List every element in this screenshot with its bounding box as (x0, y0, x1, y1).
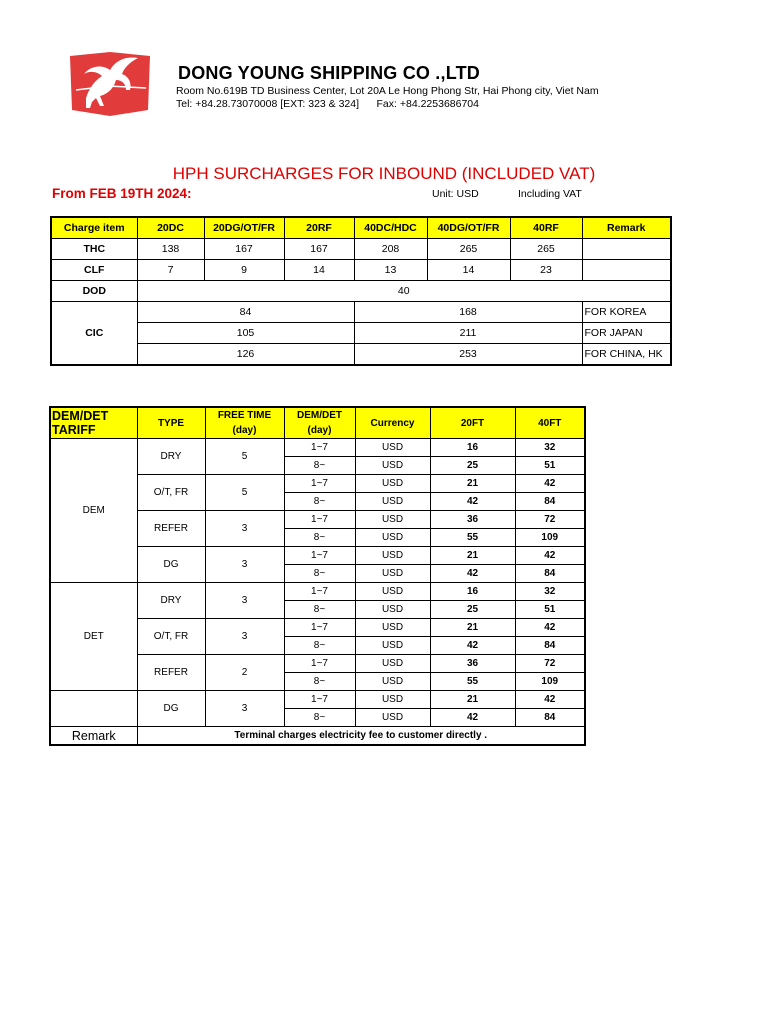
range-cell: 1~7 (284, 511, 355, 529)
group-cell (50, 691, 137, 727)
currency-cell: USD (355, 601, 430, 619)
range-cell: 8~ (284, 493, 355, 511)
currency-cell: USD (355, 511, 430, 529)
currency-cell: USD (355, 475, 430, 493)
rate-20ft-cell: 36 (430, 655, 515, 673)
type-cell: DRY (137, 439, 205, 475)
remark-text: Terminal charges electricity fee to customer directly . (137, 727, 585, 746)
currency-cell: USD (355, 709, 430, 727)
charge-item-clf: CLF (51, 260, 137, 281)
table-cell: 211 (354, 323, 582, 344)
table-cell: 7 (137, 260, 204, 281)
header-cell: 40DG/OT/FR (427, 217, 510, 239)
type-cell: DG (137, 547, 205, 583)
free-time-cell: 3 (205, 691, 284, 727)
currency-cell: USD (355, 565, 430, 583)
table-cell: 13 (354, 260, 427, 281)
header-cell: FREE TIME (day) (205, 407, 284, 439)
header-cell: 20RF (284, 217, 354, 239)
range-cell: 1~7 (284, 547, 355, 565)
document-title: HPH SURCHARGES FOR INBOUND (INCLUDED VAT) (172, 164, 596, 183)
tariff-table (49, 406, 586, 746)
rate-20ft-cell: 16 (430, 583, 515, 601)
rate-20ft-cell: 42 (430, 709, 515, 727)
currency-cell: USD (355, 457, 430, 475)
rate-20ft-cell: 21 (430, 619, 515, 637)
header-cell: Remark (582, 217, 671, 239)
table-cell: 40 (137, 281, 671, 302)
rate-20ft-cell: 16 (430, 439, 515, 457)
free-time-cell: 5 (205, 475, 284, 511)
header-cell: DEM/DET TARIFF (50, 407, 137, 439)
rate-20ft-cell: 21 (430, 691, 515, 709)
type-cell: O/T, FR (137, 475, 205, 511)
free-time-cell: 3 (205, 583, 284, 619)
range-cell: 8~ (284, 565, 355, 583)
rate-40ft-cell: 84 (515, 637, 585, 655)
rate-40ft-cell: 51 (515, 457, 585, 475)
rate-40ft-cell: 72 (515, 655, 585, 673)
header-cell: 20DC (137, 217, 204, 239)
type-cell: DRY (137, 583, 205, 619)
rate-20ft-cell: 25 (430, 601, 515, 619)
remark-cell: FOR KOREA (582, 302, 671, 323)
currency-cell: USD (355, 547, 430, 565)
group-cell: DET (50, 583, 137, 691)
currency-cell: USD (355, 529, 430, 547)
currency-cell: USD (355, 583, 430, 601)
rate-40ft-cell: 42 (515, 619, 585, 637)
table-cell: 167 (204, 239, 284, 260)
table-cell (582, 239, 671, 260)
rate-40ft-cell: 109 (515, 529, 585, 547)
range-cell: 8~ (284, 601, 355, 619)
company-address: Room No.619B TD Business Center, Lot 20A Le Hong Phong Str, Hai Phong city, Viet Nam (176, 85, 599, 97)
range-cell: 8~ (284, 673, 355, 691)
remark-cell: FOR JAPAN (582, 323, 671, 344)
table-cell: 23 (510, 260, 582, 281)
header-cell: 40DC/HDC (354, 217, 427, 239)
tariff-remark-row (50, 727, 585, 746)
table-cell (582, 260, 671, 281)
free-time-cell: 3 (205, 619, 284, 655)
cic-row (51, 302, 671, 323)
rate-40ft-cell: 42 (515, 475, 585, 493)
table-cell: 265 (510, 239, 582, 260)
table-cell: 208 (354, 239, 427, 260)
effective-date: From FEB 19TH 2024: (52, 186, 192, 201)
range-cell: 8~ (284, 457, 355, 475)
rate-20ft-cell: 42 (430, 637, 515, 655)
table-row (50, 583, 585, 601)
type-cell: O/T, FR (137, 619, 205, 655)
rate-40ft-cell: 84 (515, 565, 585, 583)
range-cell: 1~7 (284, 583, 355, 601)
rate-40ft-cell: 84 (515, 493, 585, 511)
rate-40ft-cell: 51 (515, 601, 585, 619)
rate-20ft-cell: 25 (430, 457, 515, 475)
group-cell: DEM (50, 439, 137, 583)
free-time-cell: 5 (205, 439, 284, 475)
table-cell: 167 (284, 239, 354, 260)
table-cell: 105 (137, 323, 354, 344)
surcharge-header-row (51, 217, 671, 239)
rate-40ft-cell: 42 (515, 547, 585, 565)
table-cell: 265 (427, 239, 510, 260)
header-cell: 40FT (515, 407, 585, 439)
table-cell: 138 (137, 239, 204, 260)
company-name: DONG YOUNG SHIPPING CO .,LTD (178, 63, 480, 83)
table-cell: 14 (427, 260, 510, 281)
table-cell: 9 (204, 260, 284, 281)
range-cell: 8~ (284, 709, 355, 727)
table-cell: 84 (137, 302, 354, 323)
cic-row (51, 344, 671, 366)
type-cell: REFER (137, 655, 205, 691)
range-cell: 1~7 (284, 619, 355, 637)
rate-20ft-cell: 55 (430, 673, 515, 691)
currency-cell: USD (355, 673, 430, 691)
currency-cell: USD (355, 637, 430, 655)
rate-20ft-cell: 21 (430, 547, 515, 565)
range-cell: 1~7 (284, 655, 355, 673)
rate-20ft-cell: 36 (430, 511, 515, 529)
range-cell: 8~ (284, 637, 355, 655)
thc-row (51, 239, 671, 260)
pegasus-logo-icon (68, 50, 152, 120)
free-time-cell: 3 (205, 511, 284, 547)
header-cell: Charge item (51, 217, 137, 239)
currency-cell: USD (355, 655, 430, 673)
charge-item-cic: CIC (51, 302, 137, 366)
remark-label: Remark (50, 727, 137, 746)
type-cell: DG (137, 691, 205, 727)
unit-label: Unit: USD (432, 188, 479, 200)
header-cell: Currency (355, 407, 430, 439)
rate-40ft-cell: 42 (515, 691, 585, 709)
rate-20ft-cell: 55 (430, 529, 515, 547)
table-cell: 14 (284, 260, 354, 281)
currency-cell: USD (355, 493, 430, 511)
clf-row (51, 260, 671, 281)
cic-row (51, 323, 671, 344)
rate-20ft-cell: 21 (430, 475, 515, 493)
rate-20ft-cell: 42 (430, 493, 515, 511)
remark-cell: FOR CHINA, HK (582, 344, 671, 366)
range-cell: 8~ (284, 529, 355, 547)
free-time-cell: 2 (205, 655, 284, 691)
header-cell: TYPE (137, 407, 205, 439)
rate-20ft-cell: 42 (430, 565, 515, 583)
type-cell: REFER (137, 511, 205, 547)
rate-40ft-cell: 32 (515, 583, 585, 601)
currency-cell: USD (355, 619, 430, 637)
currency-cell: USD (355, 439, 430, 457)
range-cell: 1~7 (284, 439, 355, 457)
range-cell: 1~7 (284, 691, 355, 709)
table-row (50, 439, 585, 457)
dod-row (51, 281, 671, 302)
rate-40ft-cell: 32 (515, 439, 585, 457)
header-cell: 40RF (510, 217, 582, 239)
currency-cell: USD (355, 691, 430, 709)
rate-40ft-cell: 72 (515, 511, 585, 529)
vat-label: Including VAT (518, 188, 582, 200)
header-cell: 20DG/OT/FR (204, 217, 284, 239)
table-cell: 253 (354, 344, 582, 366)
header-cell: DEM/DET (day) (284, 407, 355, 439)
free-time-cell: 3 (205, 547, 284, 583)
table-cell: 168 (354, 302, 582, 323)
range-cell: 1~7 (284, 475, 355, 493)
rate-40ft-cell: 109 (515, 673, 585, 691)
surcharge-table (50, 216, 672, 366)
company-contact: Tel: +84.28.73070008 [EXT: 323 & 324] Fax: +84.2253686704 (176, 98, 479, 110)
table-row (50, 691, 585, 709)
charge-item-thc: THC (51, 239, 137, 260)
header-cell: 20FT (430, 407, 515, 439)
table-cell: 126 (137, 344, 354, 366)
tariff-header-row (50, 407, 585, 439)
rate-40ft-cell: 84 (515, 709, 585, 727)
charge-item-dod: DOD (51, 281, 137, 302)
